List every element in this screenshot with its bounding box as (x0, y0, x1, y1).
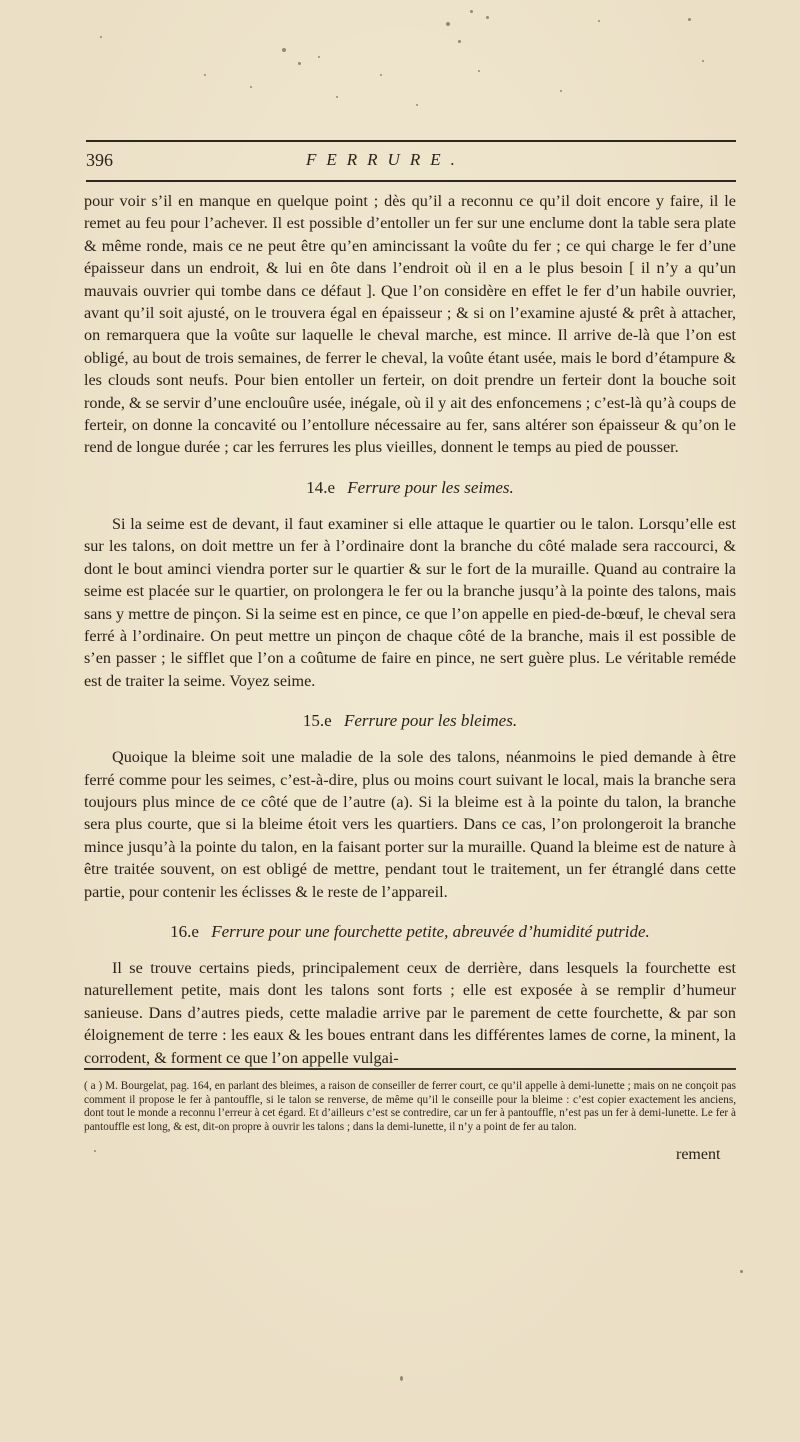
paragraph-bleimes: Quoique la bleime soit une maladie de la sole des talons, néanmoins le pied demande à être ferré comme pour les seimes, c’est-à-dire, plus ou moins court suivant le local, mais la branche sera toujours plus mince de ce côté que de l’autre (a). Si la bleime est à la pointe du talon, la branche sera plus courte, que si la bleime étoit vers les quartiers. Dans ce cas, l’on prolongeroit la branche mince jusqu’à la pointe du talon, en la faisant porter sur la muraille. Quand la bleime est de nature à être traitée souvent, on est obligé de mettre, pendant tout le traitement, un fer étranglé dans cette partie, pour contenir les éclisses & le reste de l’appareil. (84, 748, 736, 901)
footnote: ( a ) M. Bourgelat, pag. 164, en parlant des bleimes, a raison de conseiller de ferrer court, ce qu’il appelle à demi-lunette ; mais on ne conçoit pas comment il propose le fer à pantouffle, si le talon se renverse, de même qu’il le conseille pour la bleime : c’est copier exactement les anciens, dont tout le monde a reconnu l’erreur à cet égard. Et d’ailleurs c’est se contredire, car un fer à pantouffle, n’est pas un fer à demi-lunette. Le fer à pantouffle est long, & est, dit-on propre à ouvrir les talons ; dans la demi-lunette, il n’y a point de fer au talon. (84, 1080, 736, 1133)
section-number: 15.e (302, 711, 332, 731)
paragraph-continued: pour voir s’il en manque en quelque point ; dès qu’il a reconnu ce qu’il doit encore y faire, il le remet au feu pour l’achever. Il est possible d’entoller un fer sur une enclume dont la table sera plate & même ronde, mais ce ne peut être qu’en amincissant la voûte du fer ; ce qui charge le fer d’une épaisseur dans un endroit, & lui en ôte dans l’endroit où il en a le plus besoin [ il n’y a qu’un mauvais ouvrier qui tombe dans ce défaut ]. Que l’on considère en effet le fer d’un habile ouvrier, avant qu’il soit ajusté, on le trouvera égal en épaisseur ; & si on l’examine ajusté & prêt à attacher, on remarquera que la voûte sur laquelle le cheval marche, est mince. Il arrive de-là que l’on est obligé, au bout de trois semaines, de ferrer le cheval, la voûte étant usée, mais le bord d’étampure & les clouds sont neufs. Pour bien entoller un ferteir, on doit prendre un ferteir dont la bouche soit ronde, & se servir d’une enclouûre usée, inégale, où il y ait des enfoncemens ; c’est-là qu’à coups de ferteir, on donne la concavité ou l’entollure nécessaire au fer, sans altérer son épaisseur & qu’on le rend de longue durée ; car les ferrures les plus vieilles, donnent le temps au pied de pousser. (84, 192, 736, 457)
header-top-rule (86, 140, 736, 142)
section-heading-14 (84, 477, 736, 499)
section-number: 14.e (306, 477, 336, 497)
catchword: rement (676, 1146, 721, 1163)
section-title: Ferrure pour une fourchette petite, abreuvée d’humidité putride. (211, 921, 650, 941)
section-title: Ferrure pour les bleimes. (343, 711, 518, 731)
section-title: Ferrure pour les seimes. (347, 477, 514, 497)
header-bottom-rule (86, 180, 736, 182)
paragraph-seimes: Si la seime est de devant, il faut examiner si elle attaque le quartier ou le talon. Lorsqu’elle est sur les talons, on doit mettre un fer à l’ordinaire dont la branche du côté malade sera raccourci, & dont le bout aminci viendra porter sur le quartier & sur le fort de la muraille. Quand au contraire la seime est placée sur le quartier, on prolongera le fer ou la branche jusqu’à la pointe des talons, mais sans y mettre de pinçon. Si la seime est en pince, ce que l’on appelle en pied-de-bœuf, le cheval sera ferré à l’ordinaire. On peut mettre un pinçon de chaque côté de la branche, mais il est possible de s’en passer ; le sifflet que l’on a coûtume de faire en pince, ne sert guère plus. Le véritable reméde est de traiter la seime. Voyez seime. (84, 514, 736, 690)
footnote-rule (84, 1068, 736, 1070)
section-heading-16 (84, 921, 736, 943)
section-number: 16.e (170, 921, 199, 941)
paragraph-fourchette: Il se trouve certains pieds, principalement ceux de derrière, dans lesquels la fourchette est naturellement petite, mais dont les talons sont forts ; elle est exposée à se remplir d’humeur sanieuse. Dans d’autres pieds, cette maladie arrive par le parement de cette fourchette, & par son éloignement de terre : les eaux & les boues entrant dans les différentes lames de corne, la minent, la corrodent, & forment ce que l’on appelle vulgai- (84, 958, 736, 1067)
running-head: FERRURE. (306, 150, 465, 169)
section-heading-15 (84, 710, 736, 732)
page-number: 396 (86, 150, 113, 170)
page-header (86, 128, 736, 170)
main-text (84, 190, 736, 1069)
